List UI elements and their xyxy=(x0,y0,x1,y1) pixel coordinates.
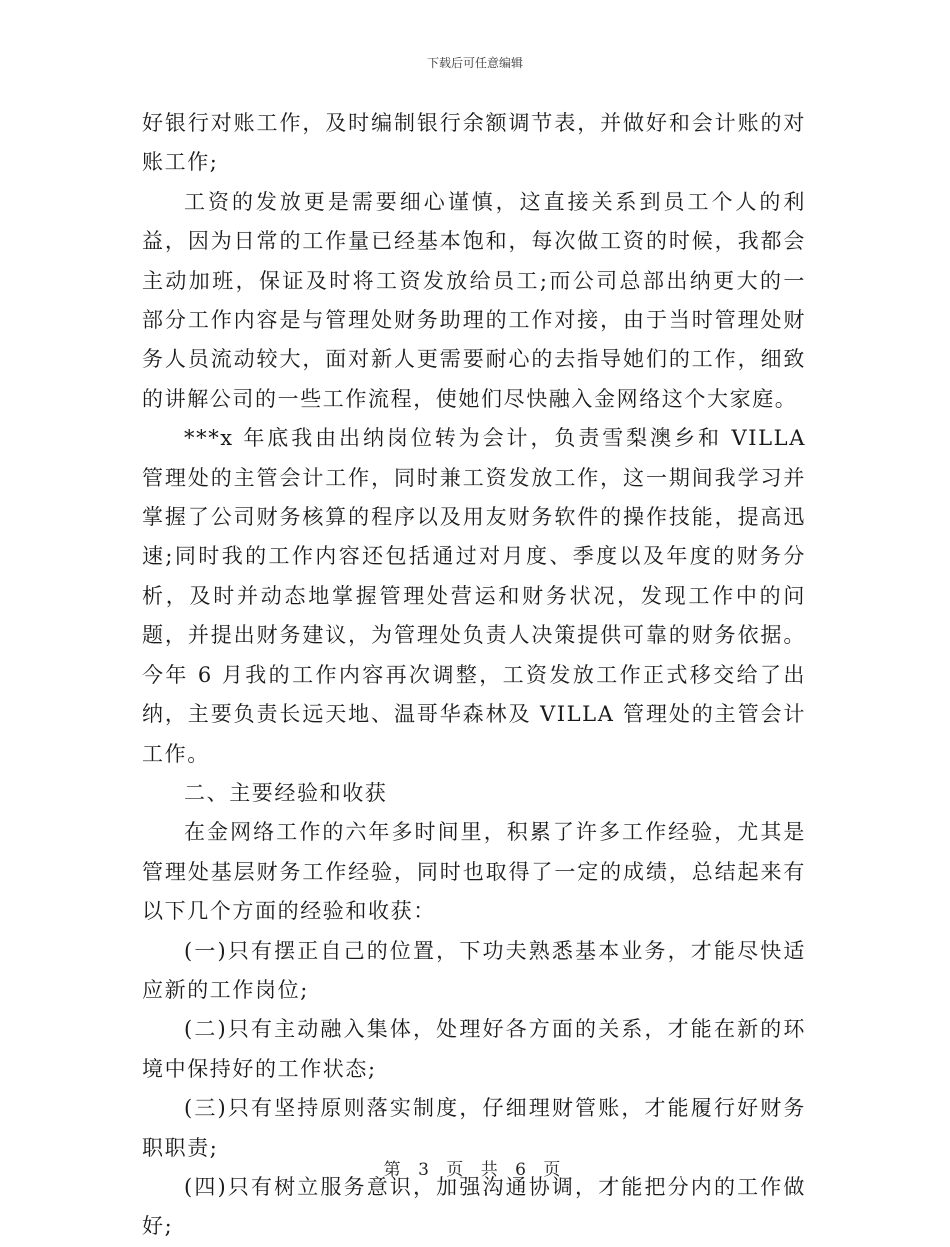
list-item-4: (四)只有树立服务意识，加强沟通协调，才能把分内的工作做好; xyxy=(142,1174,806,1239)
paragraph-3: ***x 年底我由出纳岗位转为会计，负责雪梨澳乡和 VILLA 管理处的主管会计工作，同时兼工资发放工作，这一期间我学习并掌握了公司财务核算的程序以及用友财务软件的操作技能，提高迅速;同时我的工作内容还包括通过对月度、季度以及年度的财务分析，及时并动态地掌握管理处营运和财务状况，发现工作中的问题，并提出财务建议，为管理处负责人决策提供可靠的财务依据。今年 6 月我的工作内容再次调整，工资发放工作正式移交给了出纳，主要负责长远天地、温哥华森林及 VILLA 管理处的主管会计工作。 xyxy=(142,426,806,766)
section-heading: 二、主要经验和收获 xyxy=(184,780,388,805)
page-number: 第 3 页 共 6 页 xyxy=(383,1160,567,1180)
document-body xyxy=(142,104,806,1247)
list-item-1: (一)只有摆正自己的位置，下功夫熟悉基本业务，才能尽快适应新的工作岗位; xyxy=(142,938,806,1002)
paragraph-2: 工资的发放更是需要细心谨慎，这直接关系到员工个人的利益，因为日常的工作量已经基本饱和，每次做工资的时候，我都会主动加班，保证及时将工资发放给员工;而公司总部出纳更大的一部分工作内容是与管理处财务助理的工作对接，由于当时管理处财务人员流动较大，面对新人更需要耐心的去指导她们的工作，细致的讲解公司的一些工作流程，使她们尽快融入金网络这个大家庭。 xyxy=(142,189,806,411)
list-item-3: (三)只有坚持原则落实制度，仔细理财管账，才能履行好财务职职责; xyxy=(142,1096,806,1160)
paragraph-4: 在金网络工作的六年多时间里，积累了许多工作经验，尤其是管理处基层财务工作经验，同时也取得了一定的成绩，总结起来有以下几个方面的经验和收获： xyxy=(142,820,806,924)
paragraph-1: 好银行对账工作，及时编制银行余额调节表，并做好和会计账的对账工作; xyxy=(142,111,806,175)
list-item-2: (二)只有主动融入集体，处理好各方面的关系，才能在新的环境中保持好的工作状态; xyxy=(142,1017,806,1081)
page-header-note: 下载后可任意编辑 xyxy=(426,56,523,70)
